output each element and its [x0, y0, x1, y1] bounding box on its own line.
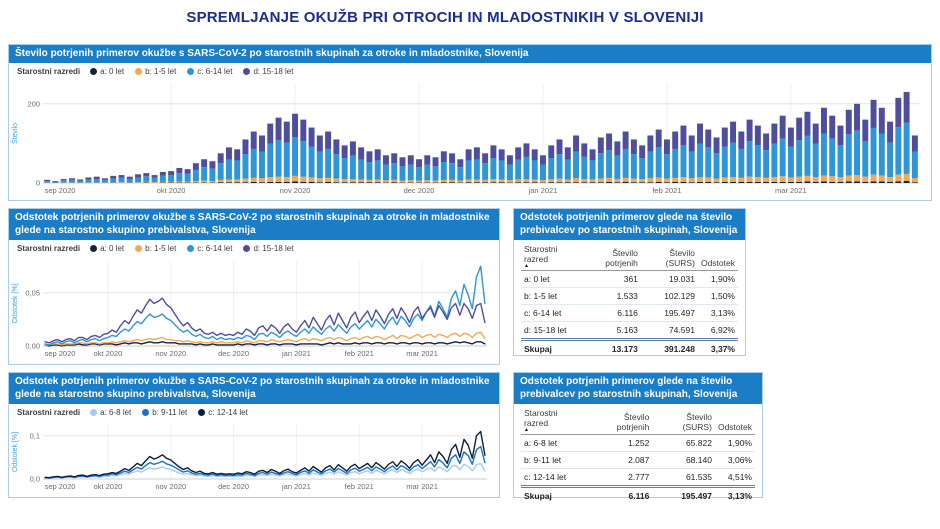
legend-dot-icon — [198, 409, 205, 416]
table-cell: 102.129 — [641, 288, 698, 305]
table-cell: 195.497 — [641, 305, 698, 322]
column-header[interactable]: Število potrjenih — [586, 407, 652, 435]
legend-dot-icon — [90, 68, 97, 75]
legend-item[interactable] — [243, 244, 293, 253]
svg-text:jan 2021: jan 2021 — [282, 482, 311, 491]
table-cell: 19.031 — [641, 271, 698, 288]
legend-item[interactable] — [90, 244, 124, 253]
data-table — [514, 404, 762, 506]
legend-item-label: d: 15-18 let — [253, 244, 294, 253]
bar-chart-svg — [9, 78, 927, 196]
sort-ascending-icon: ▲ — [524, 427, 529, 433]
bar-series — [44, 123, 918, 183]
svg-text:0,0: 0,0 — [29, 474, 40, 484]
svg-text:0,05: 0,05 — [25, 288, 40, 298]
svg-text:sep 2020: sep 2020 — [44, 482, 76, 491]
table-total-cell: 391.248 — [641, 340, 698, 358]
panel-percent-by-age — [8, 208, 500, 365]
legend-item[interactable] — [187, 67, 232, 76]
table-row[interactable] — [521, 305, 738, 322]
line-chart-svg — [9, 419, 495, 492]
bar-series — [44, 92, 918, 182]
table-row[interactable] — [521, 288, 738, 305]
column-header[interactable]: Starostni razred ▲ — [521, 407, 586, 435]
table-cell: 4,51% — [715, 469, 755, 487]
data-table — [514, 240, 745, 359]
legend-dot-icon — [90, 409, 97, 416]
table-total-row — [521, 340, 738, 358]
column-header[interactable]: Število (SURS) — [652, 407, 715, 435]
legend-item-label: a: 6-8 let — [100, 408, 132, 417]
line-chart[interactable] — [9, 419, 495, 492]
column-header[interactable]: Starostni razred ▲ — [521, 243, 581, 271]
svg-text:okt 2020: okt 2020 — [156, 186, 186, 195]
table-cell: 65.822 — [652, 435, 715, 452]
legend-item[interactable] — [243, 67, 293, 76]
legend-item-label: a: 0 let — [100, 244, 125, 253]
legend-item-label: b: 1-5 let — [145, 244, 177, 253]
panel-table-lower — [513, 372, 763, 501]
table-total-cell: 195.497 — [652, 487, 715, 505]
legend-item[interactable] — [135, 67, 176, 76]
svg-text:0: 0 — [35, 178, 40, 188]
legend-dot-icon — [243, 68, 250, 75]
legend-item-label: b: 9-11 let — [152, 408, 188, 417]
legend-item-label: c: 6-14 let — [197, 67, 233, 76]
table-cell: c: 12-14 let — [521, 469, 586, 487]
legend-dot-icon — [142, 409, 149, 416]
table-cell: 1,50% — [698, 288, 738, 305]
panel-confirmed-cases — [8, 44, 932, 201]
svg-text:jan 2021: jan 2021 — [282, 349, 311, 358]
legend-item-label: b: 1-5 let — [145, 67, 177, 76]
line-chart-svg — [9, 255, 495, 359]
svg-text:feb 2021: feb 2021 — [652, 186, 682, 195]
panel-percent-by-subage — [8, 372, 500, 498]
table-total-cell: 13.173 — [581, 340, 641, 358]
table-cell: b: 1-5 let — [521, 288, 581, 305]
legend-item[interactable] — [187, 244, 232, 253]
line-chart[interactable] — [9, 255, 495, 359]
table — [521, 407, 755, 504]
legend-dot-icon — [187, 68, 194, 75]
table-cell: b: 9-11 let — [521, 452, 586, 469]
svg-text:feb 2021: feb 2021 — [344, 482, 374, 491]
table-cell: 6,92% — [698, 322, 738, 340]
legend — [9, 63, 931, 78]
svg-text:okt 2020: okt 2020 — [93, 482, 123, 491]
table — [521, 243, 738, 357]
legend-item-label: d: 15-18 let — [253, 67, 294, 76]
legend-dot-icon — [135, 68, 142, 75]
panel-header: Odstotek potrjenih primerov okužbe s SARS-CoV-2 po starostnih skupinah za otroke in mladostnike glede na starostno skupino prebivalstva, Slovenija — [9, 373, 499, 404]
svg-text:nov 2020: nov 2020 — [279, 186, 311, 195]
table-row[interactable] — [521, 469, 755, 487]
table-cell: a: 0 let — [521, 271, 581, 288]
table-cell: 61.535 — [652, 469, 715, 487]
legend-title: Starostni razredi — [17, 67, 81, 76]
panel-header: Odstotek potrjenih primerov glede na število prebivalcev po starostnih skupinah, Slovenija — [514, 209, 745, 240]
legend-item-label: a: 0 let — [100, 67, 125, 76]
table-cell: 1.252 — [586, 435, 652, 452]
svg-text:feb 2021: feb 2021 — [344, 349, 374, 358]
svg-text:mar 2021: mar 2021 — [406, 349, 438, 358]
column-header[interactable]: Število (SURS) — [641, 243, 698, 271]
sort-ascending-icon: ▲ — [524, 263, 529, 269]
column-header[interactable]: Odstotek — [698, 243, 738, 271]
table-cell: d: 15-18 let — [521, 322, 581, 340]
svg-text:mar 2021: mar 2021 — [406, 482, 438, 491]
table-cell: 6.116 — [581, 305, 641, 322]
table-cell: c: 6-14 let — [521, 305, 581, 322]
svg-text:sep 2020: sep 2020 — [44, 349, 76, 358]
table-cell: 361 — [581, 271, 641, 288]
table-row[interactable] — [521, 435, 755, 452]
svg-text:dec 2020: dec 2020 — [218, 482, 250, 491]
legend-title: Starostni razredi — [17, 244, 81, 253]
panel-header: Odstotek potrjenih primerov glede na število prebivalcev po starostnih skupinah, Slovenija — [514, 373, 762, 404]
legend-items — [90, 67, 293, 76]
svg-text:dec 2020: dec 2020 — [403, 186, 435, 195]
table-total-row — [521, 487, 755, 505]
table-cell: 2.087 — [586, 452, 652, 469]
legend-item[interactable] — [90, 67, 124, 76]
legend-dot-icon — [90, 245, 97, 252]
legend-dot-icon — [135, 245, 142, 252]
table-cell: a: 6-8 let — [521, 435, 586, 452]
svg-text:nov 2020: nov 2020 — [155, 482, 187, 491]
legend-items — [90, 408, 248, 417]
legend — [9, 240, 499, 255]
table-total-cell: 6.116 — [586, 487, 652, 505]
table-total-cell: Skupaj — [521, 487, 586, 505]
legend-item[interactable] — [142, 408, 187, 417]
table-cell: 5.163 — [581, 322, 641, 340]
svg-text:jan 2021: jan 2021 — [528, 186, 558, 195]
svg-text:Odstotek [%]: Odstotek [%] — [12, 283, 19, 324]
table-cell: 1,90% — [715, 435, 755, 452]
column-header[interactable]: Odstotek — [715, 407, 755, 435]
svg-text:Odstotek [%]: Odstotek [%] — [12, 431, 19, 473]
legend — [9, 404, 499, 419]
column-header[interactable]: Število potrjenih — [581, 243, 641, 271]
svg-text:0,1: 0,1 — [29, 431, 40, 441]
line-series — [45, 266, 485, 345]
panel-table-upper — [513, 208, 746, 356]
table-cell: 68.140 — [652, 452, 715, 469]
svg-text:sep 2020: sep 2020 — [44, 186, 76, 195]
svg-text:dec 2020: dec 2020 — [218, 349, 250, 358]
svg-text:nov 2020: nov 2020 — [155, 349, 187, 358]
legend-item[interactable] — [198, 408, 248, 417]
panel-header: Odstotek potrjenih primerov okužbe s SARS-CoV-2 po starostnih skupinah za otroke in mladostnike glede na starostno skupino prebivalstva, Slovenija — [9, 209, 499, 240]
table-total-cell: 3,37% — [698, 340, 738, 358]
stacked-bar-chart[interactable] — [9, 78, 927, 196]
table-total-cell: Skupaj — [521, 340, 581, 358]
table-row[interactable] — [521, 271, 738, 288]
page-title: SPREMLJANJE OKUŽB PRI OTROCIH IN MLADOSTNIKIH V SLOVENIJI — [186, 9, 704, 26]
svg-text:mar 2021: mar 2021 — [775, 186, 807, 195]
legend-title: Starostni razredi — [17, 408, 81, 417]
panel-header: Število potrjenih primerov okužbe s SARS-CoV-2 po starostnih skupinah za otroke in mladostnike, Slovenija — [9, 45, 931, 63]
table-cell: 3,13% — [698, 305, 738, 322]
table-cell: 74.591 — [641, 322, 698, 340]
table-cell: 3,06% — [715, 452, 755, 469]
legend-dot-icon — [187, 245, 194, 252]
svg-text:okt 2020: okt 2020 — [93, 349, 123, 358]
table-cell: 1,90% — [698, 271, 738, 288]
legend-items — [90, 244, 293, 253]
table-row[interactable] — [521, 322, 738, 340]
table-cell: 1.533 — [581, 288, 641, 305]
legend-item-label: c: 6-14 let — [197, 244, 233, 253]
svg-text:0,00: 0,00 — [25, 341, 40, 351]
bar-series — [44, 174, 918, 183]
table-total-cell: 3,13% — [715, 487, 755, 505]
legend-dot-icon — [243, 245, 250, 252]
table-row[interactable] — [521, 452, 755, 469]
svg-text:200: 200 — [27, 99, 40, 109]
table-cell: 2.777 — [586, 469, 652, 487]
legend-item-label: c: 12-14 let — [208, 408, 248, 417]
line-series — [45, 432, 485, 478]
svg-text:Število: Število — [12, 122, 19, 145]
legend-item[interactable] — [90, 408, 131, 417]
legend-item[interactable] — [135, 244, 176, 253]
